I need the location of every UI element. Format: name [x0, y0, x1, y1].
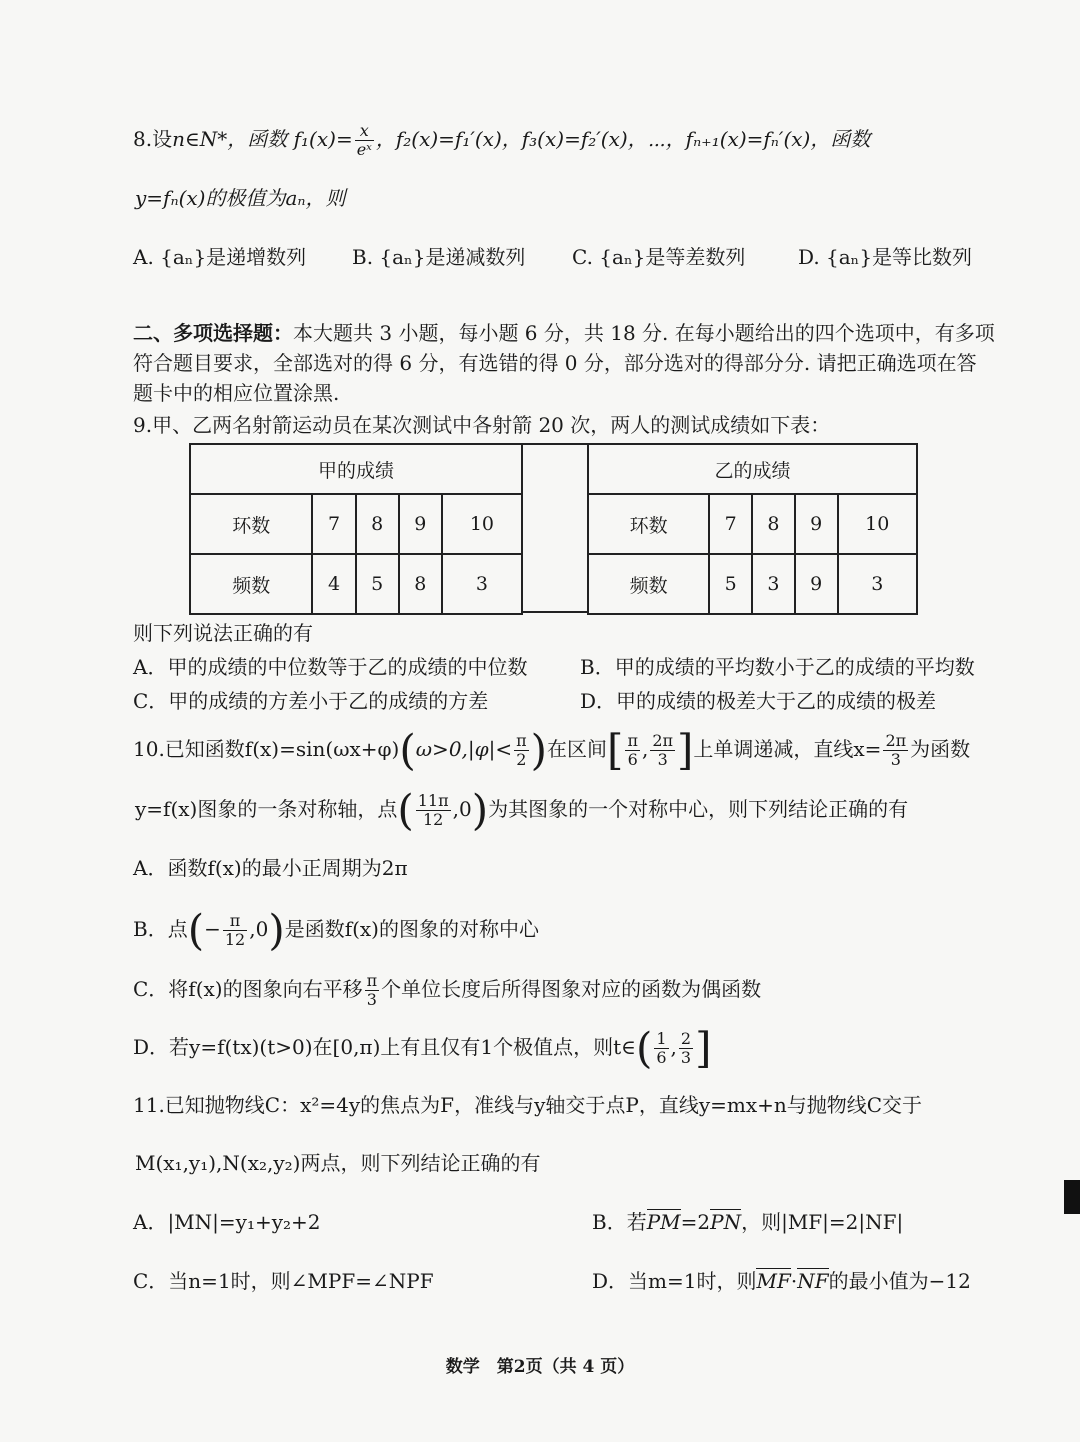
- q11-line1: 11.已知抛物线C：x²=4y的焦点为F，准线与y轴交于点P，直线y=mx+n与抛物线C交于: [133, 1093, 923, 1117]
- q11-line2: M(x₁,y₁),N(x₂,y₂)两点，则下列结论正确的有: [135, 1151, 541, 1175]
- num: π: [627, 731, 638, 750]
- q10-p2: ω>0,|φ|<: [415, 737, 513, 761]
- section2-line3: 题卡中的相应位置涂黑.: [133, 381, 340, 405]
- section2-line2: 符合题目要求，全部选对的得 6 分，有选错的得 0 分，部分选对的得部分分. 请把正确选项在答: [133, 351, 977, 375]
- q9-option-c: C．甲的成绩的方差小于乙的成绩的方差: [133, 689, 489, 713]
- q10-p1: 10.已知函数f(x)=sin(ωx+φ): [133, 737, 400, 761]
- den: 12: [224, 930, 246, 949]
- paren-close: ): [471, 785, 489, 835]
- num: π: [366, 971, 378, 990]
- q8-option-d: D. {aₙ}是等比数列: [798, 245, 973, 269]
- table-cell: 9: [795, 554, 838, 614]
- den: 12: [422, 810, 444, 829]
- paren-close: ): [530, 725, 548, 775]
- den: 6: [656, 1048, 667, 1067]
- bracket-close: ]: [677, 725, 694, 775]
- paren-open: (: [187, 905, 205, 955]
- table-jia: [189, 443, 523, 615]
- q8-cond: n∈N*，函数: [172, 127, 288, 151]
- q10-optD1: D．若y=f(tx)(t>0)在[0,π)上有且仅有1个极值点，则t∈: [133, 1035, 636, 1059]
- table-cell: 3: [838, 554, 917, 614]
- table-jia-title: 甲的成绩: [190, 444, 522, 494]
- table-jia-ring-label: 环数: [190, 494, 312, 554]
- q8-line1: [133, 122, 870, 159]
- bracket-close: ]: [695, 1023, 712, 1073]
- q10-optB1: B．点: [133, 917, 188, 941]
- frac-pi-6: [625, 732, 640, 769]
- q8-f1-num: x: [355, 122, 374, 141]
- q8-rest: ，f₂(x)=f₁′(x)，f₃(x)=f₂′(x)，⋯，fₙ₊₁(x)=fₙ′(x)，函数: [375, 127, 871, 151]
- paren-open: (: [635, 1023, 653, 1073]
- page-footer: 数学 第2页（共 4 页）: [445, 1357, 635, 1377]
- q11-optB2: ，则|MF|=2|NF|: [741, 1210, 904, 1234]
- table-cell: 5: [356, 554, 399, 614]
- q11-option-b: [592, 1207, 903, 1237]
- vector-nf: NF: [797, 1269, 829, 1293]
- table-cell: 4: [312, 554, 355, 614]
- q11-optB1: B．若: [592, 1210, 647, 1234]
- num: 1: [656, 1029, 667, 1048]
- q10-optC1: C．将f(x)的图象向右平移: [133, 977, 363, 1001]
- q10-b-zero: ,0: [249, 917, 269, 941]
- q11-option-c: C．当n=1时，则∠MPF=∠NPF: [133, 1269, 434, 1293]
- num: π: [516, 731, 527, 750]
- num: 2: [680, 1029, 692, 1048]
- den: 6: [627, 750, 638, 769]
- table-cell: 8: [399, 554, 442, 614]
- table-cell: 10: [442, 494, 522, 554]
- q10-p5: 为函数: [910, 737, 971, 761]
- q8-f1-fraction: [355, 122, 374, 159]
- frac-1-6: [654, 1030, 668, 1067]
- frac-2pi-3-b: [883, 732, 908, 769]
- q10-optC2: 个单位长度后所得图象对应的函数为偶函数: [381, 977, 762, 1001]
- q9-ask: 则下列说法正确的有: [133, 621, 313, 645]
- table-cell: 3: [442, 554, 522, 614]
- q9-stem: 9.甲、乙两名射箭运动员在某次测试中各射箭 20 次，两人的测试成绩如下表：: [133, 413, 831, 437]
- table-cell: 9: [399, 494, 442, 554]
- q10-option-c: [133, 972, 761, 1009]
- q8-f1-den: eˣ: [356, 140, 372, 159]
- section2-text1: 本大题共 3 小题，每小题 6 分，共 18 分. 在每小题给出的四个选项中，有多项: [293, 321, 995, 345]
- q8-option-c: C. {aₙ}是等差数列: [572, 245, 746, 269]
- q10-p3: 在区间: [547, 737, 608, 761]
- section2-title: 二、多项选择题：: [133, 321, 293, 345]
- num: π: [223, 912, 247, 931]
- q9-option-b: B．甲的成绩的平均数小于乙的成绩的平均数: [580, 655, 975, 679]
- table-cell: 9: [795, 494, 838, 554]
- frac-pi-3: [365, 972, 380, 1009]
- table-cell: 5: [709, 554, 752, 614]
- edge-marker: [1064, 1180, 1080, 1214]
- q10-line2: [135, 785, 909, 835]
- q10-l2a: y=f(x)图象的一条对称轴，点: [135, 797, 398, 821]
- q10-option-b: B．点(− $\frac{\pi}{12}$ ,0)是函数f(x)的图象的对称中心: [133, 905, 539, 955]
- q10-option-d: D．若y=f(tx)(t>0)在[0,π)上有且仅有1个极值点，则t∈( $\frac{1}{6}$ , $\frac{2}{3}$ ]: [133, 1023, 712, 1073]
- table-yi: [587, 443, 918, 615]
- q11-optD2: 的最小值为−12: [828, 1269, 971, 1293]
- section2-line1: [133, 318, 995, 348]
- paren-close: ): [268, 905, 285, 955]
- table-cell: 10: [838, 494, 917, 554]
- den: 3: [890, 750, 901, 769]
- table-yi-title: 乙的成绩: [588, 444, 917, 494]
- q10-l2b: 为其图象的一个对称中心，则下列结论正确的有: [488, 797, 909, 821]
- q10-optB2: 是函数f(x)的图象的对称中心: [284, 917, 539, 941]
- num: 11π: [417, 791, 449, 810]
- q8-line2: y=fₙ(x)的极值为aₙ，则: [135, 186, 346, 210]
- table-cell: 8: [752, 494, 795, 554]
- q9-option-d: D．甲的成绩的极差大于乙的成绩的极差: [580, 689, 937, 713]
- bracket-open: [: [607, 725, 624, 775]
- table-cell: 8: [356, 494, 399, 554]
- paren-open: (: [399, 725, 416, 775]
- table-gap: [521, 443, 589, 613]
- q8-f1: f₁(x)=: [293, 127, 353, 151]
- q11-eq2: =2: [680, 1210, 711, 1234]
- q9-option-a: A．甲的成绩的中位数等于乙的成绩的中位数: [133, 655, 528, 679]
- den: 3: [657, 750, 668, 769]
- q8-intro: 8.设: [133, 127, 173, 151]
- table-cell: 7: [709, 494, 752, 554]
- q10-line1: 10.已知函数f(x)=sin(ωx+φ)(ω>0,|φ|< $\frac{\pi}{2}$ )在区间[ $\frac{\pi}{6}$ , $\frac{2\pi}{3}$ ]上单调递减，直线x= $\frac{2\pi}{3}$ 为函数: [133, 725, 971, 775]
- den: 3: [680, 1048, 692, 1067]
- dot-product: ·: [790, 1269, 798, 1293]
- table-yi-ring-label: 环数: [588, 494, 709, 554]
- den: 3: [366, 990, 377, 1009]
- frac-11pi-12: [416, 792, 451, 829]
- paren-open: (: [397, 785, 414, 835]
- frac-pi-2: [514, 732, 529, 769]
- q11-option-a: A．|MN|=y₁+y₂+2: [133, 1210, 321, 1234]
- q10-option-a: A．函数f(x)的最小正周期为2π: [133, 856, 408, 880]
- frac-2-3: [679, 1030, 693, 1067]
- table-cell: 3: [752, 554, 795, 614]
- q11-option-d: [592, 1266, 971, 1296]
- q10-zero: ,0: [452, 797, 472, 821]
- q11-optD1: D．当m=1时，则: [592, 1269, 757, 1293]
- vector-pm: PM: [646, 1210, 681, 1234]
- q10-p4: 上单调递减，直线x=: [693, 737, 882, 761]
- q8-option-b: B. {aₙ}是递减数列: [352, 245, 526, 269]
- den: 2: [516, 750, 527, 769]
- table-yi-freq-label: 频数: [588, 554, 709, 614]
- num: 2π: [885, 731, 907, 750]
- frac-pi-12: [223, 912, 247, 949]
- table-jia-freq-label: 频数: [190, 554, 312, 614]
- q8-option-a: A. {aₙ}是递增数列: [133, 245, 307, 269]
- table-cell: 7: [312, 494, 355, 554]
- vector-mf: MF: [756, 1269, 791, 1293]
- num: 2π: [652, 731, 674, 750]
- vector-pn: PN: [710, 1210, 742, 1234]
- frac-2pi-3: [650, 732, 675, 769]
